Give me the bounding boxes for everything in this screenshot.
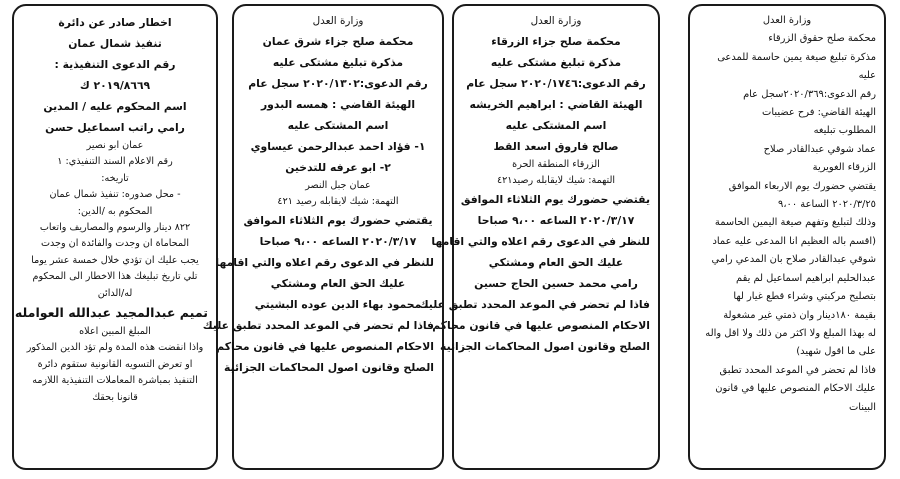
notice-text-line: البينات <box>849 401 876 413</box>
notice-text-line: عليك الحق العام ومشتكي <box>488 256 624 270</box>
notice-person-name: عماد شوقي عبدالقادر صلاح <box>763 143 876 155</box>
notice-date-time: ٢٠٢٠/٣/٢٥ الساعة ٩،٠٠ <box>778 199 876 211</box>
notice-text-line: تاريخه: <box>101 172 129 184</box>
notice-text-line: رقم الاعلام السند التنفيذي: ١ <box>57 156 173 168</box>
notice-subject: مذكرة تبليغ صيغة يمين حاسمة للمدعى <box>717 51 876 63</box>
notice-text-line: يقتضي حضورك يوم الاربعاء الموافق <box>728 180 876 192</box>
notice-text-line: عبدالحليم ابراهيم اسماعيل لم يقم <box>736 272 876 284</box>
notice-address: عمان جبل النصر <box>305 179 371 191</box>
notice-text-line: الاحكام المنصوص عليها في قانون محاكم <box>216 340 434 354</box>
notice-case-number: رقم الدعوى:٢٠٢٠/١٣٠٢ سجل عام <box>248 76 428 90</box>
notice-court-name: محكمة صلح جزاء شرق عمان <box>262 34 414 48</box>
notice-zarqa-civil-oath <box>688 4 886 470</box>
notice-text-line: المحاماة ان وجدت والفائدة ان وجدت <box>40 238 189 250</box>
notice-text-line: بقيمة ١٨٠دينار وان ذمتي غير مشغولة <box>723 309 876 321</box>
notice-text-line: فاذا لم تحضر في الموعد المحدد تطبق <box>719 364 876 376</box>
notice-department: تنفيذ شمال عمان <box>68 37 162 50</box>
notice-text-line: المطلوب تبليغه <box>813 125 876 137</box>
notice-text-line: التنفيذ بمباشرة المعاملات التنفيذية اللازمه <box>32 375 198 387</box>
notice-court-name: محكمة صلح جزاء الزرقاء <box>491 34 621 48</box>
notice-text-line: او تعرض التسويه القانونية ستقوم دائرة <box>37 358 193 370</box>
notice-heading: اخطار صادر عن دائرة <box>58 16 172 29</box>
notice-north-amman-execution <box>12 4 218 470</box>
notice-text-line: الصلح وقانون اصول المحاكمات الجزائية <box>440 340 650 354</box>
notice-subject: مذكرة تبليغ مشتكى عليه <box>490 55 622 69</box>
notice-date-time: ٢٠٢٠/٣/١٧ الساعه ٩،٠٠ صباحا <box>477 214 635 228</box>
notice-text-line: تلي تاريخ تبليغك هذا الاخطار الى المحكوم <box>32 271 198 283</box>
notice-text-line: يقتضي حضورك يوم الثلاثاء الموافق <box>460 193 650 207</box>
notice-text-line: اسم المشتكى عليه <box>287 118 389 132</box>
notice-zarqa-criminal <box>418 4 660 470</box>
notice-text-line: شوقي عبدالقادر صلاح بان المدعي رامي <box>711 254 876 266</box>
notice-subject: مذكرة تبليغ مشتكى عليه <box>272 55 404 69</box>
notice-text-line: على ما اقول شهيد) <box>796 346 876 358</box>
notice-complainant-name: رامي محمد حسين الحاج حسين <box>474 277 638 291</box>
notice-text-line: ٨٢٢ دينار والرسوم والمصاريف واتعاب <box>39 222 191 234</box>
notice-text-line: الصلح وقانون اصول المحاكمات الجزائية <box>224 361 434 375</box>
notice-text-line: وذلك لتبليغ وتفهم صيغة اليمين الحاسمة <box>714 217 876 229</box>
notice-charge: التهمة: شيك لايقابله رصيد٤٢١ <box>496 175 616 186</box>
notice-charge: التهمة: شيك لايقابله رصيد ٤٢١ <box>277 196 399 207</box>
notice-text-line: - محل صدوره: تنفيذ شمال عمان <box>49 189 181 201</box>
notice-text-line: له/الدائن <box>97 287 133 299</box>
notice-east-amman-criminal <box>202 4 444 470</box>
notice-person-name: ١- فؤاد احمد عبدالرحمن عيساوي <box>250 139 426 153</box>
notice-text-line: واذا انقضت هذه المدة ولم تؤد الدين المذكور <box>26 342 204 354</box>
notice-person-name: رامي راتب اسماعيل حسن <box>45 121 185 134</box>
notice-text-line: عليك الاحكام المنصوص عليها في قانون <box>715 383 876 395</box>
notice-text-line: المبلغ المبين اعلاه <box>79 326 151 338</box>
notice-text-line: (اقسم باله العظيم انا المدعى عليه عماد <box>712 235 876 247</box>
notice-complainant-name: محمود بهاء الدين عوده البشيتي <box>254 298 422 312</box>
notice-subject-cont: عليه <box>858 70 876 82</box>
notice-text-line: للنظر في الدعوى رقم اعلاه والتي اقامها <box>215 256 434 270</box>
notice-text-line: يقتضي حضورك يوم الثلاثاء الموافق <box>243 214 433 228</box>
notice-text-line: يجب عليك ان تؤدي خلال خمسة عشر يوما <box>31 254 199 266</box>
notice-address: الزرقاء الغويرية <box>812 162 876 174</box>
notice-text-line: قانونا بحقك <box>92 391 138 403</box>
notice-text-line: عليك الحق العام ومشتكي <box>270 277 406 291</box>
notice-address: الزرقاء المنطقة الحرة <box>512 158 600 170</box>
notice-address: عمان ابو نصير <box>86 140 144 151</box>
notice-creditor-name: تميم عبدالمجيد عبدالله العوامله <box>14 305 208 321</box>
notice-case-number-label: رقم الدعوى التنفيذية : <box>54 58 176 71</box>
notice-case-number: رقم الدعوى:٢٠٢٠/٣٦٩سجل عام <box>743 88 876 100</box>
notice-date-time: ٢٠٢٠/٣/١٧ الساعه ٩،٠٠ صباحا <box>259 235 417 249</box>
notice-case-number: رقم الدعوى:٢٠٢٠/١٧٤٦ سجل عام <box>466 76 646 90</box>
notice-person-name: ٢- ابو عرفه للتدخين <box>285 160 391 174</box>
notice-judge: الهيئة القاضي : ابراهيم الخريشه <box>469 97 643 111</box>
notice-person-name: صالح فاروق اسعد القط <box>493 139 619 153</box>
notice-judge: الهيئة القاضي: فرح عضيبات <box>762 107 876 119</box>
notice-text-line: فاذا لم تحضر في الموعد المحدد تطبق عليك <box>418 298 650 312</box>
notice-text-line: اسم المشتكى عليه <box>505 118 607 132</box>
notice-text-line: بتصليح مركبتي وشراء قطع غيار لها <box>733 291 876 303</box>
notice-text-line: فاذا لم تحضر في الموعد المحدد تطبق عليك <box>202 319 434 333</box>
notice-debtor-label: اسم المحكوم عليه / المدين <box>43 100 187 113</box>
notice-ministry-heading: وزارة العدل <box>530 15 582 27</box>
notice-ministry-heading: وزارة العدل <box>312 15 364 27</box>
notice-ministry-heading: وزارة العدل <box>762 15 812 26</box>
notice-court-name: محكمة صلح حقوق الزرقاء <box>768 33 876 45</box>
notice-text-line: الاحكام المنصوص عليها في قانون محاكم <box>432 319 650 333</box>
notice-text-line: المحكوم به /الدين: <box>77 205 153 217</box>
notice-judge: الهيئة القاضي : همسه البدور <box>260 97 416 111</box>
notice-text-line: للنظر في الدعوى رقم اعلاه والتي اقامها <box>431 235 650 249</box>
notice-case-number: ٢٠١٩/٨٦٦٩ ك <box>79 79 151 92</box>
notice-text-line: له بهذا المبلغ ولا اكثر من ذلك ولا اقل واله <box>705 327 876 339</box>
